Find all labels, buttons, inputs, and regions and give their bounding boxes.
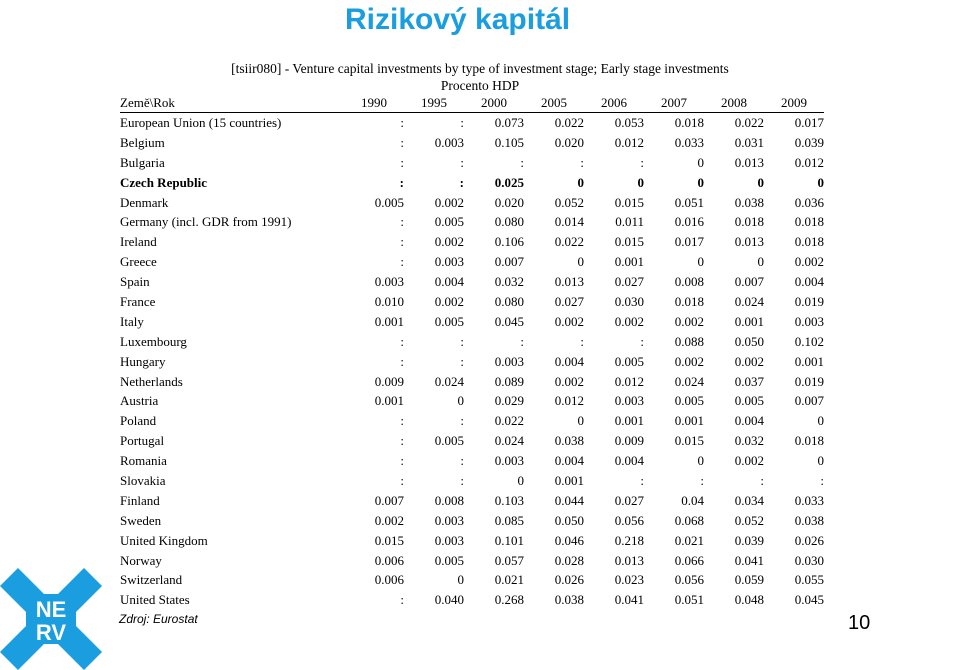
table-cell: 0 (637, 174, 644, 190)
venture-capital-table (120, 94, 824, 610)
table-cell: 0 (817, 413, 824, 429)
table-row (120, 352, 824, 372)
country-name: Italy (120, 313, 144, 329)
table-cell: 0.004 (614, 453, 644, 469)
table-cell: 0.017 (674, 234, 704, 250)
table-row (120, 411, 824, 431)
table-cell: 0.105 (494, 134, 524, 150)
table-row (120, 153, 824, 173)
table-cell: 0.027 (614, 274, 644, 290)
country-name: Slovakia (120, 472, 166, 488)
table-cell: 0.009 (374, 373, 404, 389)
table-cell: 0.089 (494, 373, 524, 389)
table-cell: 0.002 (794, 254, 824, 270)
table-cell: 0.005 (734, 393, 764, 409)
table-cell: : (460, 413, 464, 429)
table-cell: 0.024 (734, 293, 764, 309)
table-cell: 0.026 (554, 572, 584, 588)
table-cell: 0.018 (674, 293, 704, 309)
table-cell: 0 (577, 254, 584, 270)
table-cell: 0.003 (434, 254, 464, 270)
table-cell: 0.013 (614, 552, 644, 568)
table-cell: 0.030 (794, 552, 824, 568)
table-cell: 0.050 (734, 333, 764, 349)
table-cell: 0.009 (614, 433, 644, 449)
table-cell: 0.041 (734, 552, 764, 568)
country-name: Romania (120, 453, 167, 469)
table-row (120, 372, 824, 392)
table-cell: 0 (577, 174, 584, 190)
year-header: 2000 (464, 94, 524, 113)
table-cell: 0.066 (674, 552, 704, 568)
country-name: Finland (120, 492, 160, 508)
table-cell: : (520, 333, 524, 349)
country-name: Luxembourg (120, 333, 187, 349)
table-cell: : (400, 353, 404, 369)
table-row (120, 332, 824, 352)
table-row (120, 491, 824, 511)
table-cell: 0.002 (674, 313, 704, 329)
country-name: Belgium (120, 134, 165, 150)
table-cell: 0.012 (614, 373, 644, 389)
year-header: 2007 (644, 94, 704, 113)
table-cell: : (400, 114, 404, 130)
table-cell: 0.002 (674, 353, 704, 369)
country-name: United Kingdom (120, 532, 208, 548)
table-cell: 0.022 (734, 114, 764, 130)
table-cell: 0.003 (434, 134, 464, 150)
country-name: Czech Republic (120, 174, 208, 190)
table-cell: : (460, 154, 464, 170)
table-cell: 0.001 (374, 313, 404, 329)
caption-unit: Procento HDP (440, 78, 520, 93)
table-cell: 0.014 (554, 214, 584, 230)
logo-text-top: NE (35, 597, 67, 622)
table-cell: 0.056 (674, 572, 704, 588)
table-cell: 0.055 (794, 572, 824, 588)
table-row (120, 252, 824, 272)
table-cell: : (640, 472, 644, 488)
table-cell: 0.020 (554, 134, 584, 150)
table-cell: 0.088 (674, 333, 704, 349)
table-cell: 0.218 (614, 532, 644, 548)
table-cell: 0.007 (734, 274, 764, 290)
country-name: Hungary (120, 353, 166, 369)
table-cell: 0.027 (554, 293, 584, 309)
table-cell: 0.039 (734, 532, 764, 548)
table-row (120, 133, 824, 153)
table-cell: 0.027 (614, 492, 644, 508)
table-cell: : (460, 333, 464, 349)
table-cell: 0.033 (794, 492, 824, 508)
table-cell: : (400, 472, 404, 488)
table-cell: 0.019 (794, 293, 824, 309)
table-cell: 0.003 (434, 512, 464, 528)
table-cell: 0.051 (674, 194, 704, 210)
table-cell: 0 (817, 453, 824, 469)
table-cell: 0.024 (494, 433, 524, 449)
country-name: Austria (120, 393, 159, 409)
table-cell: 0 (757, 174, 764, 190)
table-cell: 0.012 (614, 134, 644, 150)
table-cell: 0.015 (374, 532, 404, 548)
table-cell: 0.073 (494, 114, 524, 130)
table-row (120, 551, 824, 571)
table-cell: 0 (697, 254, 704, 270)
table-row (120, 531, 824, 551)
table-cell: 0.045 (494, 313, 524, 329)
table-cell: : (459, 174, 464, 190)
table-cell: 0.004 (794, 274, 824, 290)
table-cell: 0.015 (614, 194, 644, 210)
table-cell: 0.004 (554, 453, 584, 469)
table-cell: 0.012 (554, 393, 584, 409)
table-caption (0, 60, 960, 94)
table-cell: 0.005 (434, 214, 464, 230)
source-note: Zdroj: Eurostat (119, 612, 198, 626)
table-cell: 0.051 (674, 592, 704, 608)
table-header-row (120, 94, 824, 113)
table-cell: 0.040 (434, 592, 464, 608)
table-cell: 0.038 (734, 194, 764, 210)
table-cell: 0.268 (494, 592, 524, 608)
table-row (120, 391, 824, 411)
table-cell: 0.103 (494, 492, 524, 508)
table-cell: 0.005 (434, 433, 464, 449)
table-cell: : (400, 214, 404, 230)
table-cell: 0.006 (374, 572, 404, 588)
table-row (120, 193, 824, 213)
table-row (120, 173, 824, 193)
table-cell: 0.002 (374, 512, 404, 528)
table-row (120, 292, 824, 312)
table-cell: 0.002 (434, 194, 464, 210)
table-cell: 0.001 (554, 472, 584, 488)
table-cell: : (520, 154, 524, 170)
country-name: Norway (120, 552, 162, 568)
table-cell: 0.012 (794, 154, 824, 170)
country-name: Ireland (120, 234, 157, 250)
country-name: Bulgaria (120, 154, 165, 170)
table-cell: 0 (517, 472, 524, 488)
table-cell: 0.033 (674, 134, 704, 150)
table-cell: 0.024 (434, 373, 464, 389)
table-cell: 0.003 (614, 393, 644, 409)
table-cell: 0.021 (494, 572, 524, 588)
table-cell: 0.080 (494, 293, 524, 309)
table-cell: 0.045 (794, 592, 824, 608)
table-cell: 0.003 (794, 313, 824, 329)
table-row (120, 570, 824, 590)
table-cell: 0.004 (554, 353, 584, 369)
table-cell: 0.025 (494, 174, 524, 190)
table-cell: 0.018 (794, 234, 824, 250)
table-cell: 0.001 (614, 254, 644, 270)
table-cell: 0 (697, 174, 704, 190)
table-cell: 0.008 (674, 274, 704, 290)
table-cell: 0.013 (554, 274, 584, 290)
table-cell: 0.003 (374, 274, 404, 290)
logo-text-bottom: RV (35, 620, 67, 645)
table-cell: 0.032 (734, 433, 764, 449)
table-cell: 0.068 (674, 512, 704, 528)
table-cell: 0.011 (615, 214, 644, 230)
table-cell: 0.018 (794, 214, 824, 230)
table-cell: 0 (697, 154, 704, 170)
table-cell: : (760, 472, 764, 488)
country-name: Spain (120, 274, 150, 290)
table-cell: 0.050 (554, 512, 584, 528)
table-cell: 0.022 (554, 234, 584, 250)
table-cell: : (400, 254, 404, 270)
table-row (120, 232, 824, 252)
table-cell: 0.052 (554, 194, 584, 210)
table-cell: : (400, 234, 404, 250)
table-cell: 0.019 (794, 373, 824, 389)
table-cell: 0.005 (374, 194, 404, 210)
year-header: 2009 (764, 94, 824, 113)
table-cell: 0.015 (614, 234, 644, 250)
table-cell: 0.032 (494, 274, 524, 290)
table-cell: 0.080 (494, 214, 524, 230)
table-cell: 0.010 (374, 293, 404, 309)
table-cell: : (460, 453, 464, 469)
table-cell: 0.022 (494, 413, 524, 429)
caption-dataset: [tsiir080] - Venture capital investments by type of investment stage; Early stage investments (231, 61, 729, 76)
country-name: Switzerland (120, 572, 183, 588)
table-cell: 0.021 (674, 532, 704, 548)
table-cell: 0.106 (494, 234, 524, 250)
table-cell: 0.029 (494, 393, 524, 409)
country-name: France (120, 293, 156, 309)
table-cell: 0.024 (674, 373, 704, 389)
table-cell: 0.028 (554, 552, 584, 568)
table-cell: 0.001 (374, 393, 404, 409)
table-cell: 0.053 (614, 114, 644, 130)
table-cell: : (580, 154, 584, 170)
table-row (120, 272, 824, 292)
table-cell: 0.031 (734, 134, 764, 150)
table-row (120, 471, 824, 491)
table-cell: 0 (577, 413, 584, 429)
country-name: Netherlands (120, 373, 183, 389)
table-row (120, 113, 824, 133)
table-cell: : (460, 472, 464, 488)
table-cell: 0.018 (794, 433, 824, 449)
table-cell: 0.002 (434, 293, 464, 309)
table-cell: 0.056 (614, 512, 644, 528)
year-header: 1990 (344, 94, 404, 113)
country-name: Greece (120, 254, 157, 270)
table-cell: 0.034 (734, 492, 764, 508)
table-cell: 0.003 (494, 353, 524, 369)
table-cell: 0.017 (794, 114, 824, 130)
table-cell: : (580, 333, 584, 349)
table-cell: 0.001 (734, 313, 764, 329)
table-cell: : (400, 453, 404, 469)
table-cell: 0.048 (734, 592, 764, 608)
table-cell: 0.002 (734, 353, 764, 369)
country-name: European Union (15 countries) (120, 114, 282, 130)
table-cell: : (700, 472, 704, 488)
table-cell: 0 (697, 453, 704, 469)
table-cell: 0.002 (614, 313, 644, 329)
country-name: United States (120, 592, 190, 608)
year-header: 1995 (404, 94, 464, 113)
table-cell: : (400, 592, 404, 608)
table-cell: : (640, 154, 644, 170)
table-cell: 0.039 (794, 134, 824, 150)
table-cell: 0 (457, 572, 464, 588)
table-cell: 0.016 (674, 214, 704, 230)
table-cell: 0.044 (554, 492, 584, 508)
table-cell: 0.085 (494, 512, 524, 528)
table-cell: : (820, 472, 824, 488)
table-cell: 0.002 (554, 313, 584, 329)
country-name: Sweden (120, 512, 162, 528)
table-cell: 0.001 (674, 413, 704, 429)
table-cell: 0.052 (734, 512, 764, 528)
table-cell: 0.018 (734, 214, 764, 230)
table-cell: 0.015 (674, 433, 704, 449)
table-cell: 0.001 (614, 413, 644, 429)
table-cell: 0 (457, 393, 464, 409)
table-row (120, 511, 824, 531)
table-cell: 0.013 (734, 234, 764, 250)
table-cell: 0.046 (554, 532, 584, 548)
table-cell: 0.026 (794, 532, 824, 548)
table-cell: : (400, 134, 404, 150)
table-cell: 0.037 (734, 373, 764, 389)
table-cell: 0.038 (554, 433, 584, 449)
country-name: Portugal (120, 433, 165, 449)
corner-header: Země\Rok (120, 94, 344, 113)
table-cell: 0.023 (614, 572, 644, 588)
table-cell: : (640, 333, 644, 349)
nerv-logo (0, 568, 102, 670)
table-cell: 0.101 (494, 532, 524, 548)
table-cell: 0.059 (734, 572, 764, 588)
table-cell: 0 (817, 174, 824, 190)
table-cell: 0.04 (681, 492, 704, 508)
table-row (120, 451, 824, 471)
table-cell: 0.006 (374, 552, 404, 568)
table-cell: 0.057 (494, 552, 524, 568)
table-cell: 0.036 (794, 194, 824, 210)
table-cell: 0.002 (734, 453, 764, 469)
page-number: 10 (848, 612, 871, 634)
table-body (120, 113, 824, 611)
table-cell: : (399, 174, 404, 190)
table-cell: 0.102 (794, 333, 824, 349)
table-row (120, 312, 824, 332)
table-cell: 0.002 (434, 234, 464, 250)
year-header: 2008 (704, 94, 764, 113)
table-cell: 0.007 (374, 492, 404, 508)
table-cell: 0.013 (734, 154, 764, 170)
table-cell: 0.003 (434, 532, 464, 548)
table-cell: 0.005 (614, 353, 644, 369)
table-cell: 0.038 (794, 512, 824, 528)
table-cell: 0.005 (674, 393, 704, 409)
page-title: Rizikový kapitál (345, 3, 571, 36)
table-cell: 0.003 (494, 453, 524, 469)
table-cell: 0.020 (494, 194, 524, 210)
table-cell: 0.041 (614, 592, 644, 608)
table-row (120, 431, 824, 451)
table-cell: 0.002 (554, 373, 584, 389)
table-cell: : (460, 353, 464, 369)
table-cell: 0.038 (554, 592, 584, 608)
table-cell: : (400, 333, 404, 349)
table-cell: 0.030 (614, 293, 644, 309)
table-cell: 0.005 (434, 313, 464, 329)
country-name: Denmark (120, 194, 169, 210)
table-cell: 0.005 (434, 552, 464, 568)
table-cell: : (460, 114, 464, 130)
country-name: Germany (incl. GDR from 1991) (120, 214, 292, 230)
table-cell: 0.007 (794, 393, 824, 409)
table-cell: : (400, 433, 404, 449)
year-header: 2005 (524, 94, 584, 113)
table-cell: : (400, 154, 404, 170)
table-cell: 0.001 (794, 353, 824, 369)
table-cell: 0 (757, 254, 764, 270)
table-cell: : (400, 413, 404, 429)
table-cell: 0.018 (674, 114, 704, 130)
year-header: 2006 (584, 94, 644, 113)
table-cell: 0.004 (734, 413, 764, 429)
table-cell: 0.007 (494, 254, 524, 270)
table-cell: 0.004 (434, 274, 464, 290)
table-row (120, 212, 824, 232)
table-row (120, 590, 824, 610)
table-cell: 0.022 (554, 114, 584, 130)
country-name: Poland (120, 413, 157, 429)
table-cell: 0.008 (434, 492, 464, 508)
